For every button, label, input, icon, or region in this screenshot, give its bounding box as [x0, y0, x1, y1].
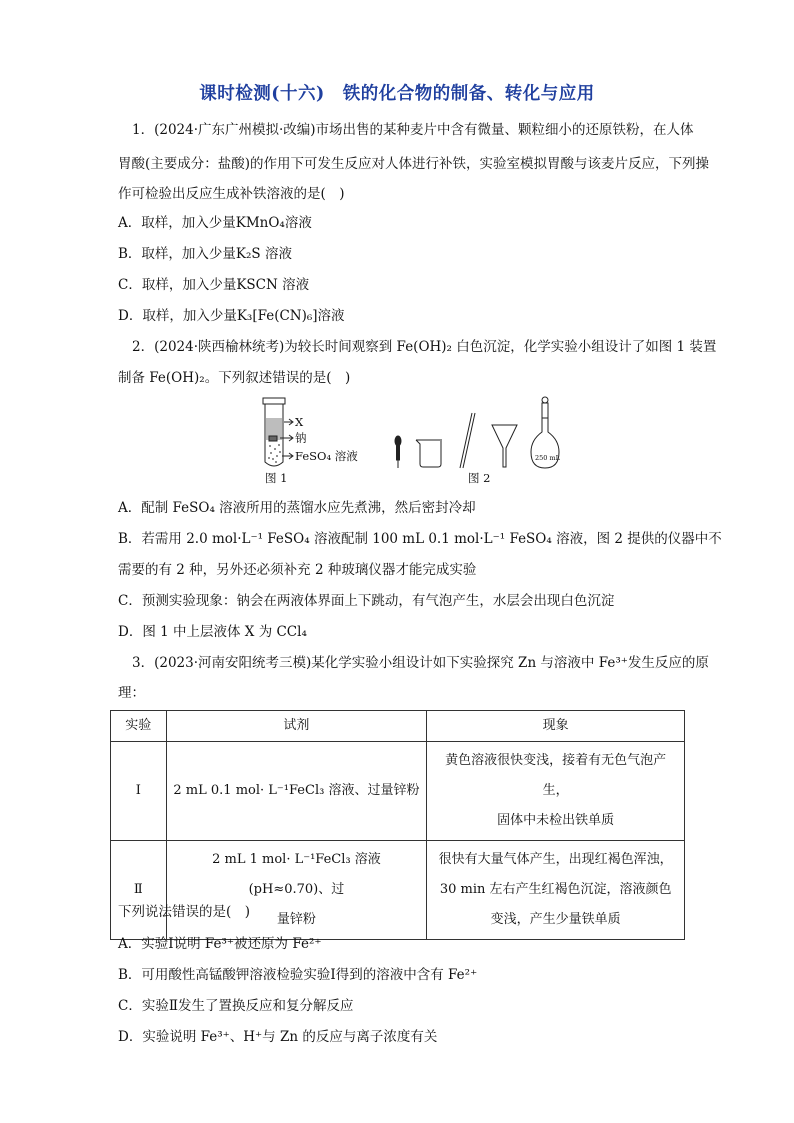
q2-stem-line-1: 2．(2024·陕西榆林统考)为较长时间观察到 Fe(OH)₂ 白色沉淀，化学实验小组设计了如图 1 装置: [132, 339, 717, 355]
table-header-experiment: 实验: [111, 711, 167, 742]
table-cell-id: Ⅰ: [111, 742, 167, 841]
reagent-line: 量锌粉: [276, 912, 316, 927]
q3-option-a: A．实验Ⅰ说明 Fe³⁺被还原为 Fe²⁺: [118, 936, 322, 952]
table-cell-reagent: [166, 841, 427, 940]
flask-volume-label: 250 mL: [535, 454, 560, 462]
q2-option-b-line-1: B．若需用 2.0 mol·L⁻¹ FeSO₄ 溶液配制 100 mL 0.1 mol·L⁻¹ FeSO₄ 溶液，图 2 提供的仪器中不: [118, 531, 722, 547]
q3-option-b: B．可用酸性高锰酸钾溶液检验实验Ⅰ得到的溶液中含有 Fe²⁺: [118, 967, 478, 983]
q1-stem-line-1: 1．(2024·广东广州模拟·改编)市场出售的某种麦片中含有微量、颗粒细小的还原铁粉，在人体: [132, 122, 694, 138]
beaker-icon: [416, 440, 442, 467]
dropper-icon: [395, 436, 401, 468]
table-header-phenomenon: 现象: [427, 711, 685, 742]
label-sodium: 钠: [295, 431, 307, 445]
q1-option-a: A．取样，加入少量KMnO₄溶液: [118, 215, 312, 231]
figure1-caption: 图 1: [265, 471, 288, 485]
q2-option-d: D．图 1 中上层液体 X 为 CCl₄: [118, 624, 307, 640]
reagent-line: 2 mL 0.1 mol· L⁻¹FeCl₃ 溶液、过量锌粉: [173, 783, 420, 798]
funnel-icon: [492, 425, 517, 467]
q3-stem-line-2: 理：: [118, 685, 145, 701]
table-header-row: [111, 711, 685, 742]
figure2-caption: 图 2: [468, 471, 491, 485]
table-cell-phenomenon: [427, 742, 685, 841]
test-tube-apparatus: [263, 398, 293, 466]
q3-stem-line-1: 3．(2023·河南安阳统考三模)某化学实验小组设计如下实验探究 Zn 与溶液中 Fe³⁺发生反应的原: [132, 655, 709, 671]
table-header-reagent: 试剂: [166, 711, 427, 742]
phenomenon-line: 黄色溶液很快变浅，接着有无色气泡产生，: [445, 753, 667, 798]
page-title: [0, 80, 794, 105]
q1-option-c: C．取样，加入少量KSCN 溶液: [118, 277, 310, 293]
phenomenon-line: 变浅，产生少量铁单质: [490, 912, 621, 927]
phenomenon-line: 很快有大量气体产生，出现红褐色浑浊，: [438, 852, 673, 867]
label-feso4: FeSO₄ 溶液: [295, 449, 358, 463]
table-cell-id: Ⅱ: [111, 841, 167, 940]
q2-stem-line-2: 制备 Fe(OH)₂。下列叙述错误的是( ): [118, 370, 351, 386]
title-part2: 铁的化合物的制备、转化与应用: [342, 84, 595, 104]
table-row: [111, 841, 685, 940]
q2-option-a: A．配制 FeSO₄ 溶液所用的蒸馏水应先煮沸，然后密封冷却: [118, 500, 476, 516]
q2-option-b-line-2: 需要的有 2 种，另外还必须补充 2 种玻璃仪器才能完成实验: [118, 562, 477, 578]
reagent-line: 2 mL 1 mol· L⁻¹FeCl₃ 溶液(pH≈0.70)、过: [212, 852, 381, 897]
table-row: [111, 742, 685, 841]
phenomenon-line: 30 min 左右产生红褐色沉淀，溶液颜色: [439, 882, 672, 897]
q1-stem-line-3: 作可检验出反应生成补铁溶液的是( ): [118, 186, 345, 202]
glass-rod-icon: [460, 413, 475, 468]
q1-option-b: B．取样，加入少量K₂S 溶液: [118, 246, 292, 262]
q1-option-d: D．取样，加入少量K₃[Fe(CN)₆]溶液: [118, 308, 345, 324]
q3-option-d: D．实验说明 Fe³⁺、H⁺与 Zn 的反应与离子浓度有关: [118, 1029, 438, 1045]
title-part1: 课时检测(十六): [199, 84, 325, 104]
label-x: X: [295, 415, 304, 429]
q1-stem-line-2: 胃酸(主要成分：盐酸)的作用下可发生反应对人体进行补铁，实验室模拟胃酸与该麦片反应，下列操: [118, 156, 710, 172]
phenomenon-line: 固体中未检出铁单质: [497, 813, 615, 828]
table-cell-reagent: [166, 742, 427, 841]
q2-option-c: C．预测实验现象：钠会在两液体界面上下跳动，有气泡产生，水层会出现白色沉淀: [118, 593, 615, 609]
table-cell-phenomenon: [427, 841, 685, 940]
q3-question: 下列说法错误的是( ): [118, 904, 251, 920]
q3-option-c: C．实验Ⅱ发生了置换反应和复分解反应: [118, 998, 354, 1014]
